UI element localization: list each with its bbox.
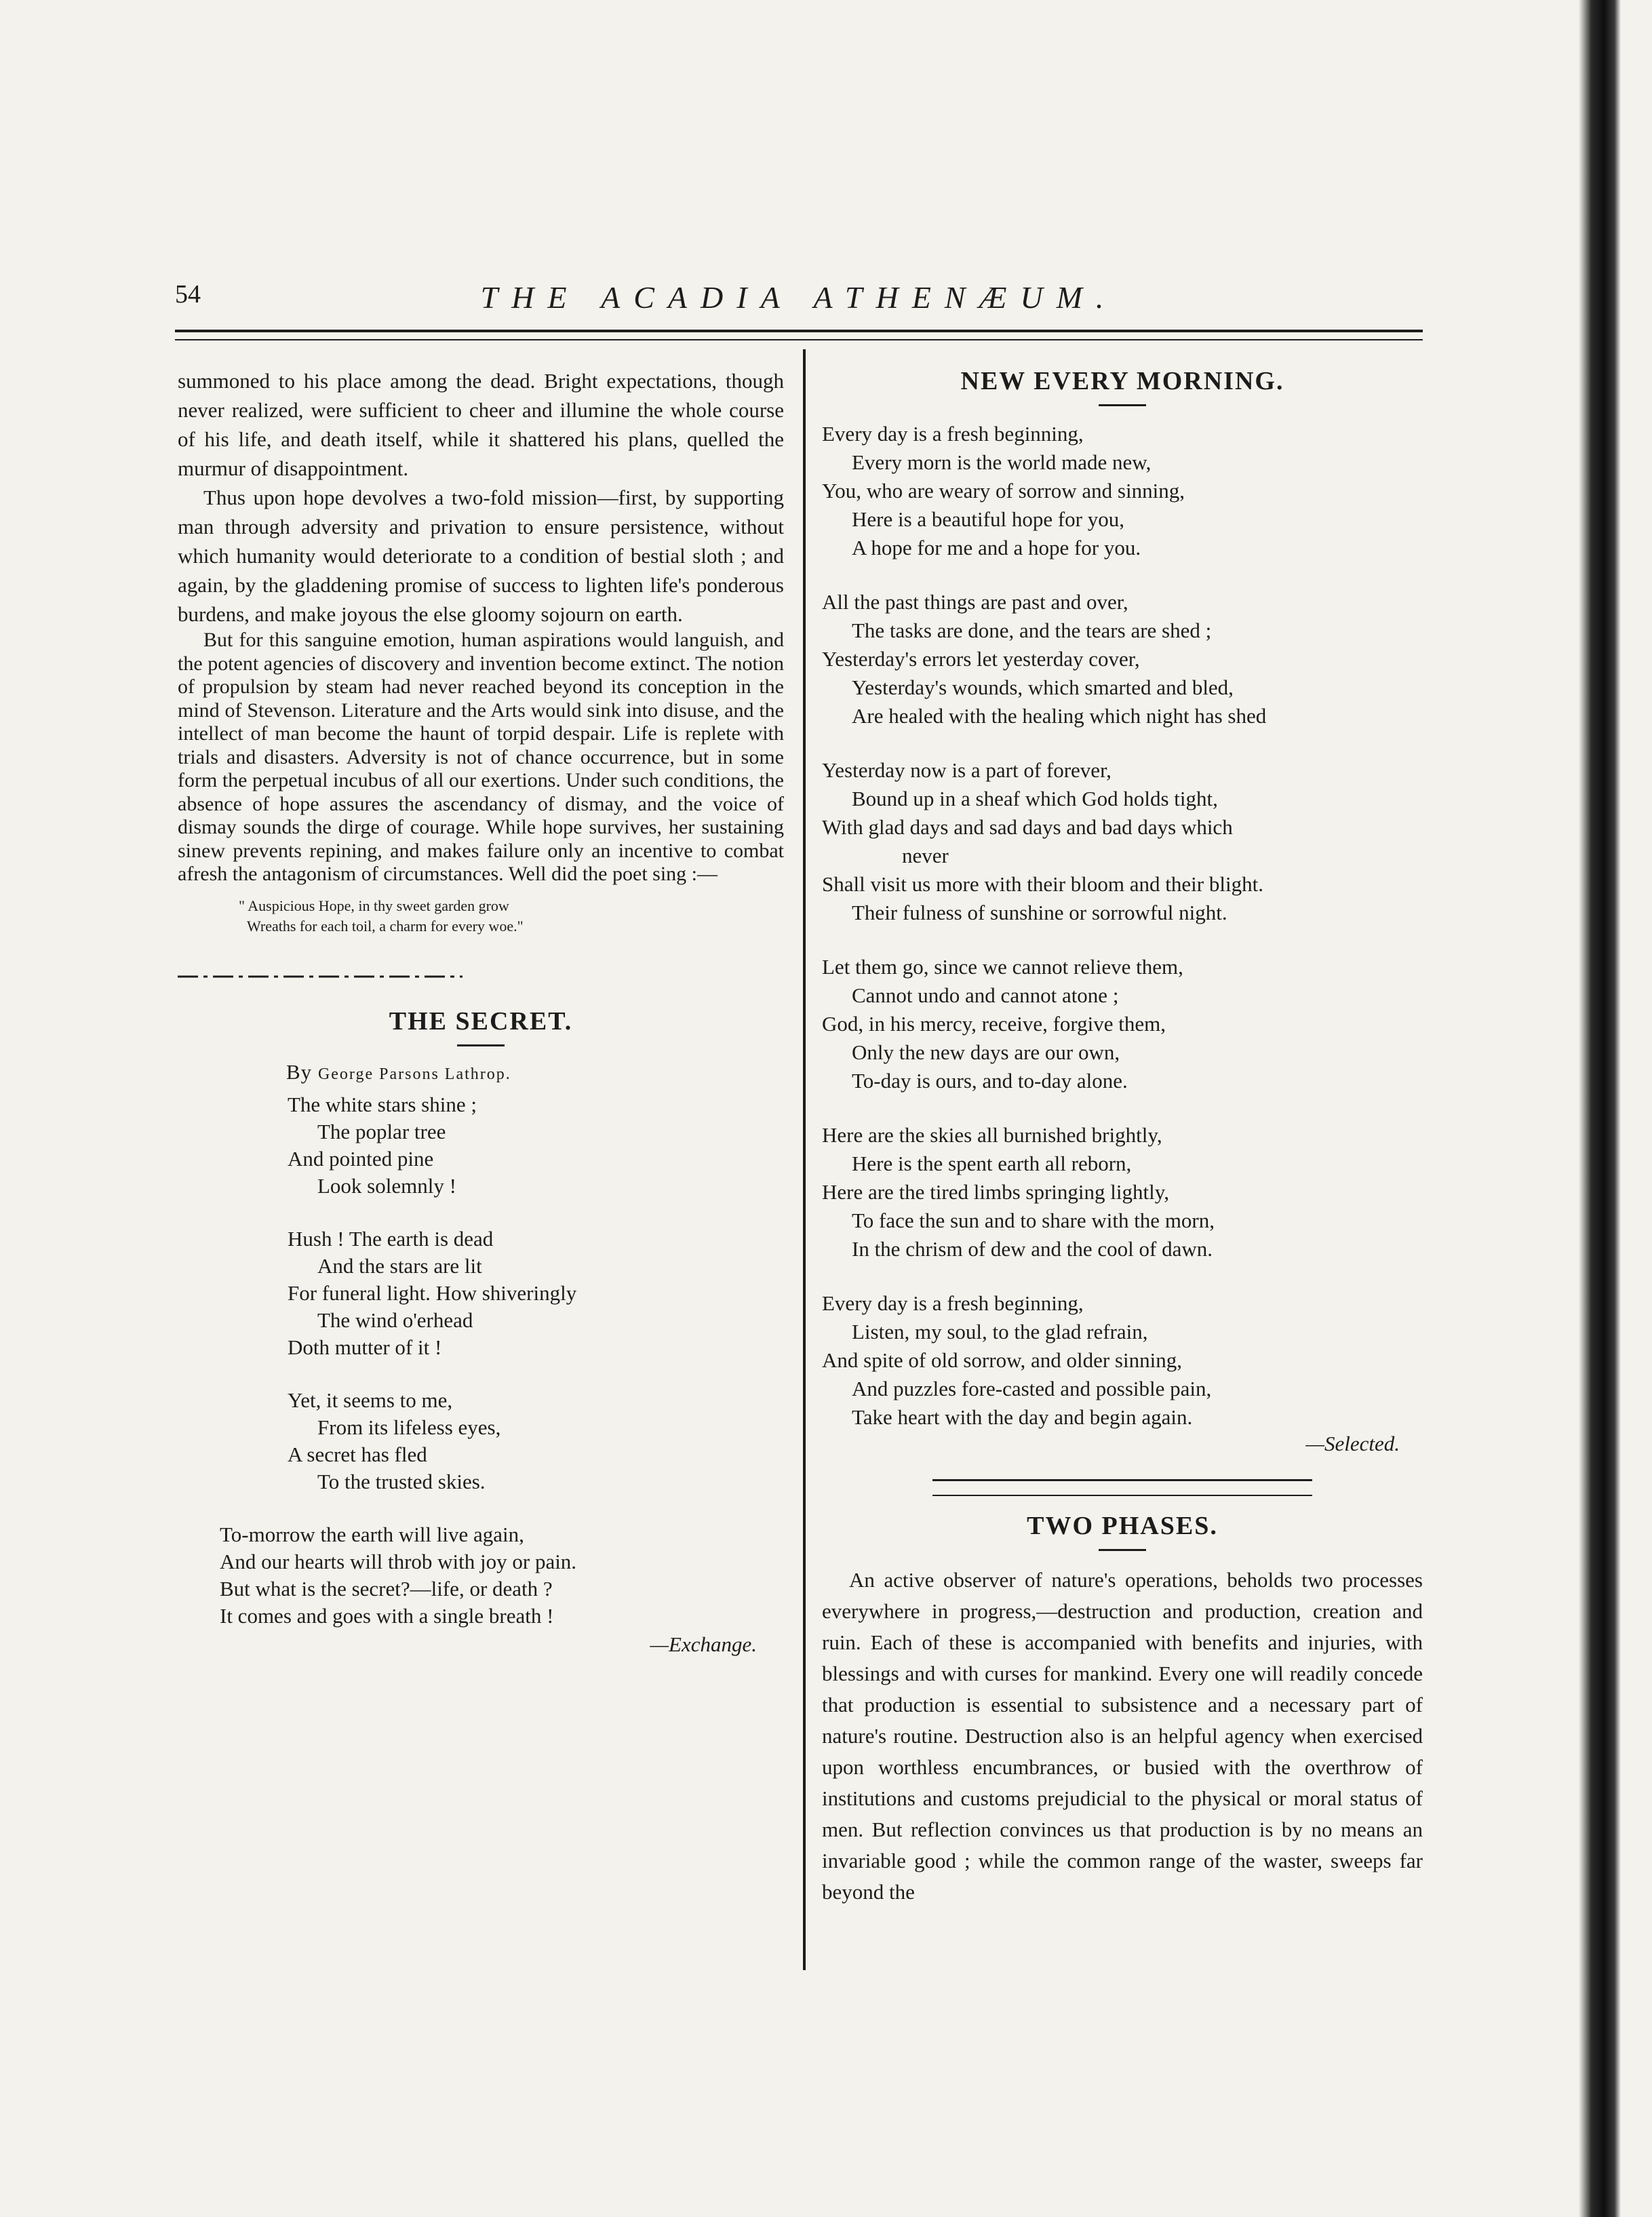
poem-stanza (288, 1225, 784, 1361)
poem-line: But what is the secret?—life, or death ? (220, 1576, 553, 1601)
poem-line: Let them go, since we cannot relieve them, (822, 955, 1183, 979)
poem-line: With glad days and sad days and bad days which (822, 815, 1233, 839)
poem-line: To-day is ours, and to-day alone. (852, 1069, 1128, 1093)
poem-line: Take heart with the day and begin again. (852, 1405, 1193, 1429)
poem-line: And spite of old sorrow, and older sinning, (822, 1348, 1182, 1372)
header-rule-top (175, 330, 1423, 332)
poem-line: Listen, my soul, to the glad refrain, (852, 1320, 1148, 1343)
poem-line: A secret has fled (288, 1442, 427, 1466)
poem-line: The poplar tree (317, 1119, 446, 1143)
poem-line: Yet, it seems to me, (288, 1388, 453, 1412)
secret-title: THE SECRET. (389, 1006, 573, 1036)
poem-line: Here is the spent earth all reborn, (852, 1152, 1132, 1175)
poem-stanza (822, 588, 1423, 730)
poem-line: To the trusted skies. (317, 1469, 486, 1493)
poem-line: To face the sun and to share with the morn, (852, 1209, 1215, 1232)
column-divider (803, 349, 806, 1970)
section-rule (932, 1479, 1312, 1481)
poem-line: God, in his mercy, receive, forgive them, (822, 1012, 1166, 1036)
page-header (175, 279, 1423, 327)
poem-line: Every day is a fresh beginning, (822, 1291, 1084, 1315)
poem-line: Cannot undo and cannot atone ; (852, 983, 1119, 1007)
phases-paragraph: An active observer of nature's operations, beholds two processes everywhere in progress,—destruction and production, creation and ruin. Each of these is accompanied with benefits and injuries, with blessings and with curses for mankind. Every one will readily concede that production is essential to subsistence and a necessary part of nature's routine. Destruction also is an helpful agency when exercised upon worthless encumbrances, or busied with the overthrow of institutions and customs prejudicial to the physical or moral status of men. But reflection convinces us that production is by no means an invariable good ; while the common range of the waster, sweeps far beyond the (822, 1568, 1423, 1904)
poem-line: Here are the tired limbs springing lightly, (822, 1180, 1169, 1204)
poem-line: Only the new days are our own, (852, 1040, 1120, 1064)
poem-stanza (288, 1091, 784, 1200)
phases-title: TWO PHASES. (1027, 1512, 1218, 1540)
poem-stanza (822, 420, 1423, 562)
title-rule (457, 1044, 505, 1046)
essay-paragraph: summoned to his place among the dead. Bright expectations, though never realized, were sufficient to cheer and illumine the whole course of his life, and death itself, while it shattered his plans, quelled the murmur of disappointment. (178, 369, 784, 480)
header-rule-bottom (175, 339, 1423, 340)
section-rule (932, 1495, 1312, 1496)
poem-line: And pointed pine (288, 1146, 434, 1171)
poem-line: Here is a beautiful hope for you, (852, 507, 1125, 531)
title-rule (1099, 404, 1146, 406)
secret-byline (286, 1060, 784, 1084)
poem-line: And the stars are lit (317, 1253, 482, 1278)
poem-line: Are healed with the healing which night has shed (852, 704, 1267, 728)
essay-paragraph: But for this sanguine emotion, human aspirations would languish, and the potent agencies of discovery and invention become extinct. The notion of propulsion by steam had never reached beyond its conception in the mind of Stevenson. Literature and the Arts would sink into disuse, and the intellect of man become the haunt of torpid despair. Life is replete with trials and disasters. Adversity is not of chance occurrence, but in some form the perpetual incubus of all our exertions. Under such conditions, the absence of hope assures the ascendancy of dismay, and the voice of dismay sounds the dirge of courage. While hope survives, her sustaining sinew prevents repining, and makes failure only an incentive to combat afresh the antagonism of circumstances. Well did the poet sing :— (178, 629, 784, 885)
poem-line: never (902, 844, 949, 867)
poem-line: Yesterday's wounds, which smarted and bled, (852, 675, 1234, 699)
morning-title: NEW EVERY MORNING. (960, 367, 1284, 395)
poem-line: Shall visit us more with their bloom and their blight. (822, 872, 1263, 896)
poem-stanza (822, 1289, 1423, 1432)
poem-line: Every day is a fresh beginning, (822, 422, 1084, 446)
running-title: THE ACADIA ATHENÆUM. (480, 280, 1118, 315)
morning-poem (822, 420, 1423, 1432)
scan-binding-edge (1579, 0, 1621, 2217)
morning-attribution: —Selected. (1305, 1432, 1400, 1455)
poem-line: A hope for me and a hope for you. (852, 536, 1141, 560)
poem-line: The tasks are done, and the tears are shed ; (852, 619, 1212, 642)
poem-line: Doth mutter of it ! (288, 1335, 442, 1359)
poem-line: Here are the skies all burnished brightly, (822, 1123, 1162, 1147)
title-rule (1099, 1549, 1146, 1551)
secret-attribution: —Exchange. (650, 1632, 757, 1656)
poem-line: And our hearts will throb with joy or pain. (220, 1549, 577, 1573)
poem-line: Look solemnly ! (317, 1173, 456, 1198)
poem-stanza (822, 953, 1423, 1095)
poem-line: Their fulness of sunshine or sorrowful night. (852, 901, 1227, 924)
poem-line: It comes and goes with a single breath ! (220, 1603, 554, 1628)
poem-line: All the past things are past and over, (822, 590, 1128, 614)
poem-quotation (239, 896, 784, 937)
right-column (822, 366, 1423, 1908)
poem-line: To-morrow the earth will live again, (220, 1522, 524, 1546)
poem-line: In the chrism of dew and the cool of dawn. (852, 1237, 1213, 1261)
page-number: 54 (175, 280, 201, 309)
poem-stanza (822, 1121, 1423, 1263)
poem-line: The white stars shine ; (288, 1092, 477, 1116)
poem-stanza (220, 1521, 784, 1630)
section-ornament (178, 972, 463, 981)
poem-line: Yesterday now is a part of forever, (822, 758, 1112, 782)
poem-line: The wind o'erhead (317, 1308, 473, 1332)
poem-stanza (288, 1387, 784, 1495)
poem-line: And puzzles fore-casted and possible pain, (852, 1377, 1212, 1400)
byline-prefix: By (286, 1059, 313, 1084)
poem-line: Yesterday's errors let yesterday cover, (822, 647, 1140, 671)
poem-line: For funeral light. How shiveringly (288, 1280, 577, 1305)
quotation-line: Wreaths for each toil, a charm for every woe." (247, 917, 524, 935)
poem-line: Every morn is the world made new, (852, 450, 1152, 474)
byline-author: George Parsons Lathrop. (317, 1065, 511, 1083)
poem-line: Hush ! The earth is dead (288, 1226, 494, 1251)
poem-stanza (822, 756, 1423, 927)
left-column (178, 366, 784, 1657)
quotation-line: " Auspicious Hope, in thy sweet garden grow (239, 897, 509, 914)
poem-line: You, who are weary of sorrow and sinning, (822, 479, 1185, 503)
essay-paragraph: Thus upon hope devolves a two-fold mission—first, by supporting man through adversity and privation to ensure persistence, without which humanity would deteriorate to a condition of bestial sloth ; and again, by the gladdening promise of success to lighten life's ponderous burdens, and make joyous the else gloomy sojourn on earth. (178, 486, 784, 626)
poem-line: Bound up in a sheaf which God holds tight, (852, 787, 1218, 810)
poem-line: From its lifeless eyes, (317, 1415, 501, 1439)
secret-poem (220, 1091, 784, 1630)
